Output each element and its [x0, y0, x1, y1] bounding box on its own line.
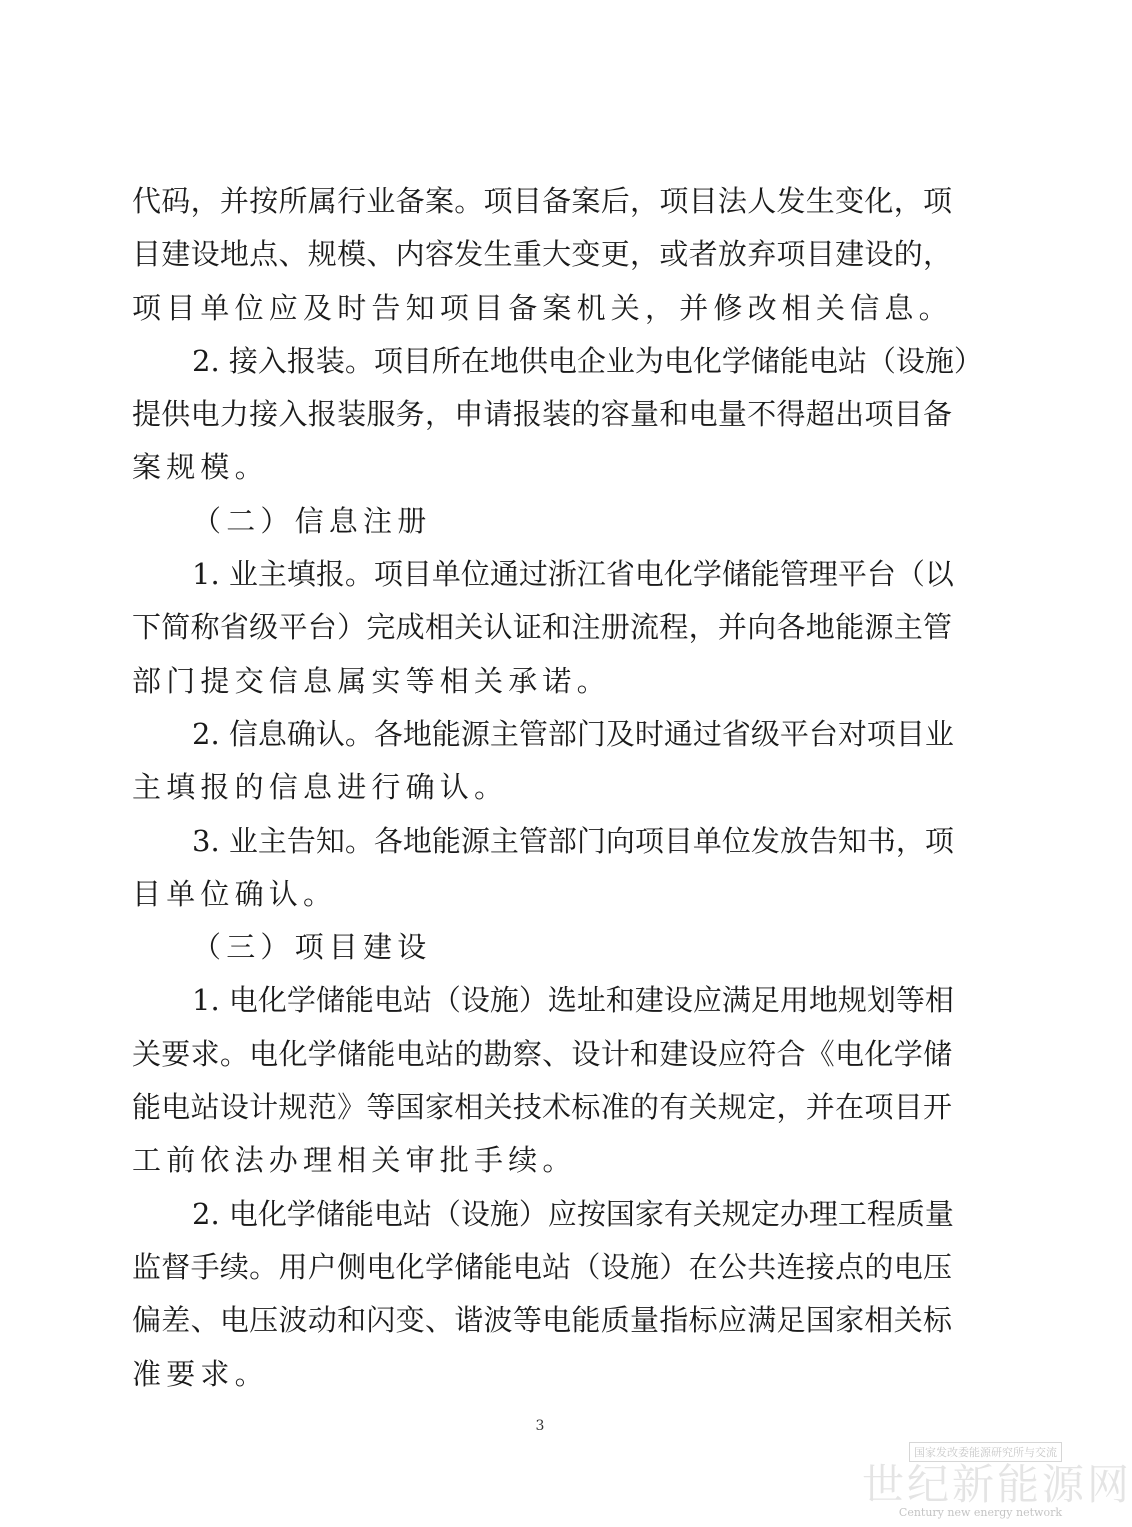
text-line: 工前依法办理相关审批手续。	[132, 1143, 577, 1178]
watermark-caption: 国家发改委能源研究所与交流	[909, 1442, 1062, 1462]
text-line: 能电站设计规范》等国家相关技术标准的有关规定，并在项目开	[132, 1090, 952, 1125]
text-line: 1. 业主填报。项目单位通过浙江省电化学储能管理平台（以	[192, 557, 954, 592]
text-line: 准要求。	[132, 1356, 269, 1391]
text-line: 目建设地点、规模、内容发生重大变更，或者放弃项目建设的，	[132, 237, 952, 272]
page-number: 3	[535, 1418, 545, 1434]
text-line: 监督手续。用户侧电化学储能电站（设施）在公共连接点的电压	[132, 1249, 952, 1284]
watermark-title: 世纪新能源网	[862, 1460, 1132, 1509]
body-text	[132, 175, 983, 1401]
text-line: 项目单位应及时告知项目备案机关，并修改相关信息。	[132, 290, 953, 325]
text-line: 2. 接入报装。项目所在地供电企业为电化学储能电站（设施）	[192, 343, 983, 378]
text-line: 3. 业主告知。各地能源主管部门向项目单位发放告知书，项	[192, 823, 954, 858]
text-line: 提供电力接入报装服务，申请报装的容量和电量不得超出项目备	[132, 397, 952, 432]
watermark-logo	[862, 1441, 1132, 1519]
text-line: 2. 信息确认。各地能源主管部门及时通过省级平台对项目业	[192, 716, 954, 751]
watermark-subtitle: Century new energy network	[898, 1506, 1062, 1519]
text-line: 下简称省级平台）完成相关认证和注册流程，并向各地能源主管	[132, 610, 952, 645]
section-heading: （三）项目建设	[192, 930, 432, 965]
text-line: 部门提交信息属实等相关承诺。	[132, 663, 611, 698]
section-heading: （二）信息注册	[192, 503, 432, 538]
text-line: 1. 电化学储能电站（设施）选址和建设应满足用地规划等相	[192, 983, 954, 1018]
text-line: 偏差、电压波动和闪变、谐波等电能质量指标应满足国家相关标	[132, 1303, 952, 1338]
text-line: 2. 电化学储能电站（设施）应按国家有关规定办理工程质量	[192, 1196, 954, 1231]
text-line: 代码，并按所属行业备案。项目备案后，项目法人发生变化，项	[132, 184, 952, 218]
text-line: 关要求。电化学储能电站的勘察、设计和建设应符合《电化学储	[132, 1036, 952, 1071]
text-line: 目单位确认。	[132, 876, 338, 911]
text-line: 主填报的信息进行确认。	[132, 770, 509, 805]
text-line: 案规模。	[132, 450, 269, 485]
